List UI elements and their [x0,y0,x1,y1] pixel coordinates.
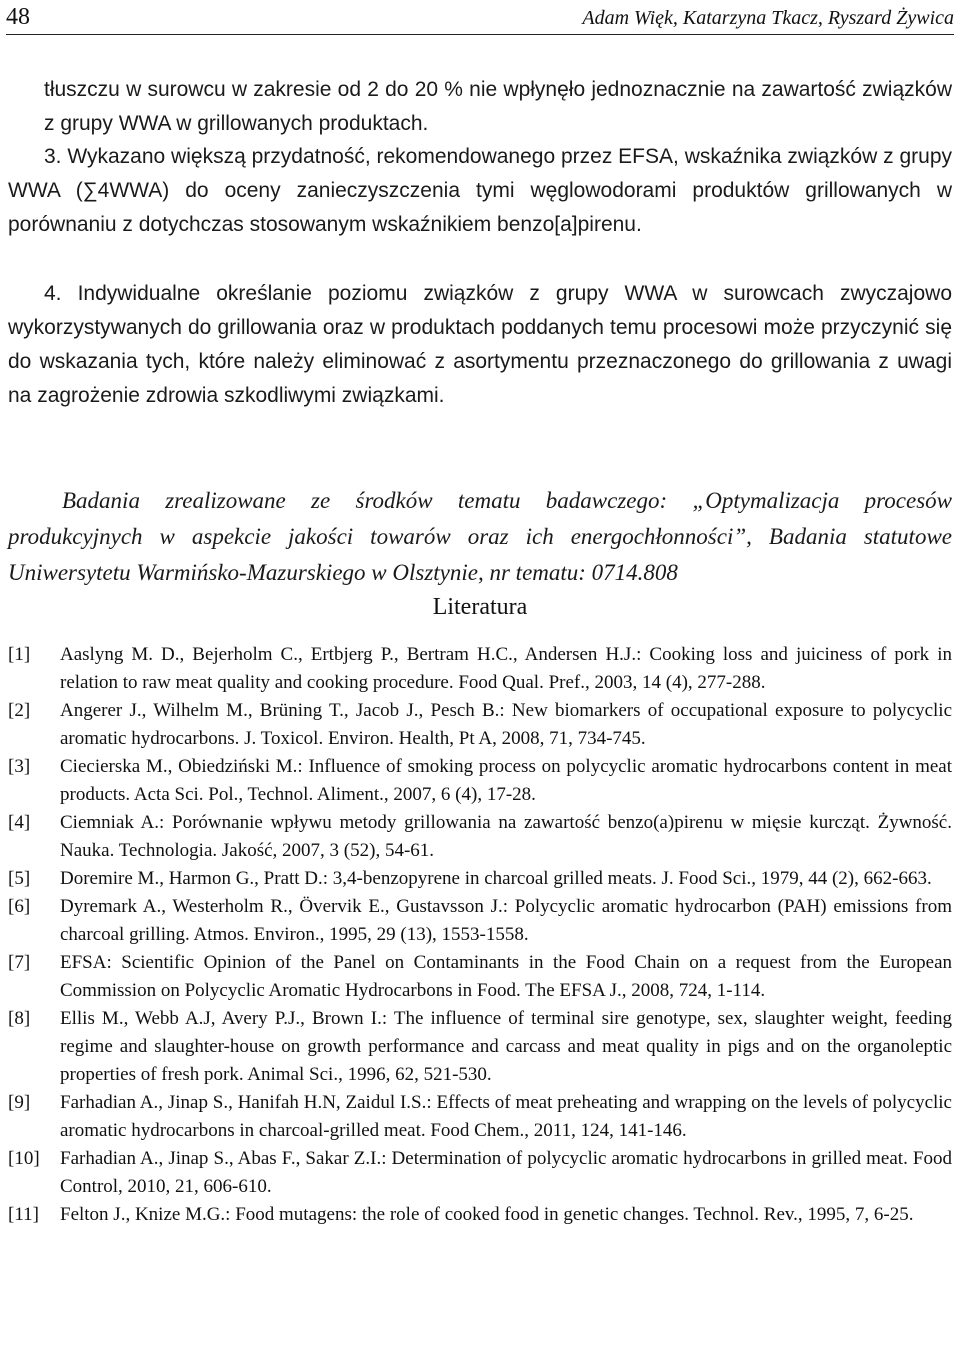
reference-item [8,753,952,809]
reference-number: [2] [8,700,31,721]
reference-text: Aaslyng M. D., Bejerholm C., Ertbjerg P., Bertram H.C., Andersen H.J.: Cooking loss and juiciness of pork in relation to raw meat quality and cooking procedure. Food Qual. Pref., 2003, 14 (4), 277-288. [60,644,952,693]
reference-text: Ciecierska M., Obiedziński M.: Influence of smoking process on polycyclic aromatic hydrocarbons content in meat products. Acta Sci. Pol., Technol. Aliment., 2007, 6 (4), 17-28. [60,756,952,805]
reference-text: Ciemniak A.: Porównanie wpływu metody grillowania na zawartość benzo(a)pirenu w mięsie kurcząt. Żywność. Nauka. Technologia. Jakość, 2007, 3 (52), 54-61. [60,812,952,861]
reference-number: [6] [8,896,31,917]
reference-number: [8] [8,1008,31,1029]
reference-text: Doremire M., Harmon G., Pratt D.: 3,4-benzopyrene in charcoal grilled meats. J. Food Sci., 1979, 44 (2), 662-663. [60,868,932,889]
reference-text: Ellis M., Webb A.J, Avery P.J., Brown I.: The influence of terminal sire genotype, sex, slaughter weight, feeding regime and slaughter-house on growth performance and carcass and meat quality in pigs and on the organoleptic properties of fresh pork. Animal Sci., 1996, 62, 521-530. [60,1008,952,1085]
reference-item [8,641,952,697]
reference-number: [11] [8,1204,39,1225]
conclusion-paragraph-2-end: tłuszczu w surowcu w zakresie od 2 do 20 % nie wpłynęło jednoznacznie na zawartość związków z grupy WWA w grillowanych produktach. [44,78,952,135]
reference-item [8,865,952,893]
running-header [6,4,954,35]
reference-text: Farhadian A., Jinap S., Abas F., Sakar Z.I.: Determination of polycyclic aromatic hydrocarbons in grilled meat. Food Control, 2010, 21, 606-610. [60,1148,952,1197]
reference-item [8,809,952,865]
reference-item [8,697,952,753]
reference-list [8,641,952,1229]
reference-number: [4] [8,812,31,833]
acknowledgement: Badania zrealizowane ze środków tematu badawczego: „Optymalizacja procesów produkcyjnych w aspekcie jakości towarów oraz ich energochłonności”, Badania statutowe Uniwersytetu Warmińsko-Mazurskiego w Olsztynie, nr tematu: 0714.808 [8,488,952,585]
reference-number: [7] [8,952,31,973]
literature-heading: Literatura [432,594,528,620]
reference-number: [1] [8,644,31,665]
reference-item [8,1201,952,1229]
reference-number: [5] [8,868,31,889]
reference-text: Felton J., Knize M.G.: Food mutagens: the role of cooked food in genetic changes. Technol. Rev., 1995, 7, 6-25. [60,1204,914,1225]
page-number: 48 [6,4,30,30]
reference-item [8,1145,952,1201]
reference-number: [9] [8,1092,31,1113]
running-header-authors: Adam Więk, Katarzyna Tkacz, Ryszard Żywica [582,7,954,29]
reference-text: Dyremark A., Westerholm R., Övervik E., Gustavsson J.: Polycyclic aromatic hydrocarbon (PAH) emissions from charcoal grilling. Atmos. Environ., 1995, 29 (13), 1553-1558. [60,896,952,945]
reference-text: EFSA: Scientific Opinion of the Panel on Contaminants in the Food Chain on a request from the European Commission on Polycyclic Aromatic Hydrocarbons in Food. The EFSA J., 2008, 724, 1-114. [60,952,952,1001]
reference-text: Angerer J., Wilhelm M., Brüning T., Jacob J., Pesch B.: New biomarkers of occupational exposure to polycyclic aromatic hydrocarbons. J. Toxicol. Environ. Health, Pt A, 2008, 71, 734-745. [60,700,952,749]
reference-number: [10] [8,1148,40,1169]
reference-item [8,893,952,949]
reference-text: Farhadian A., Jinap S., Hanifah H.N, Zaidul I.S.: Effects of meat preheating and wrapping on the levels of polycyclic aromatic hydrocarbons in charcoal-grilled meat. Food Chem., 2011, 124, 141-146. [60,1092,952,1141]
conclusion-paragraph-3: 3. Wykazano większą przydatność, rekomendowanego przez EFSA, wskaźnika związków z grupy WWA (∑4WWA) do oceny zanieczyszczenia tymi węglowodorami produktów grillowanych w porównaniu z dotychczas stosowanym wskaźnikiem benzo[a]pirenu. [8,145,952,236]
reference-item [8,1005,952,1089]
conclusion-paragraph-4: 4. Indywidualne określanie poziomu związków z grupy WWA w surowcach zwyczajowo wykorzystywanych do grillowania oraz w produktach poddanych temu procesowi może przyczynić się do wskazania tych, które należy eliminować z asortymentu przeznaczonego do grillowania z uwagi na zagrożenie zdrowia szkodliwymi związkami. [8,282,952,407]
reference-item [8,949,952,1005]
reference-item [8,1089,952,1145]
reference-number: [3] [8,756,31,777]
